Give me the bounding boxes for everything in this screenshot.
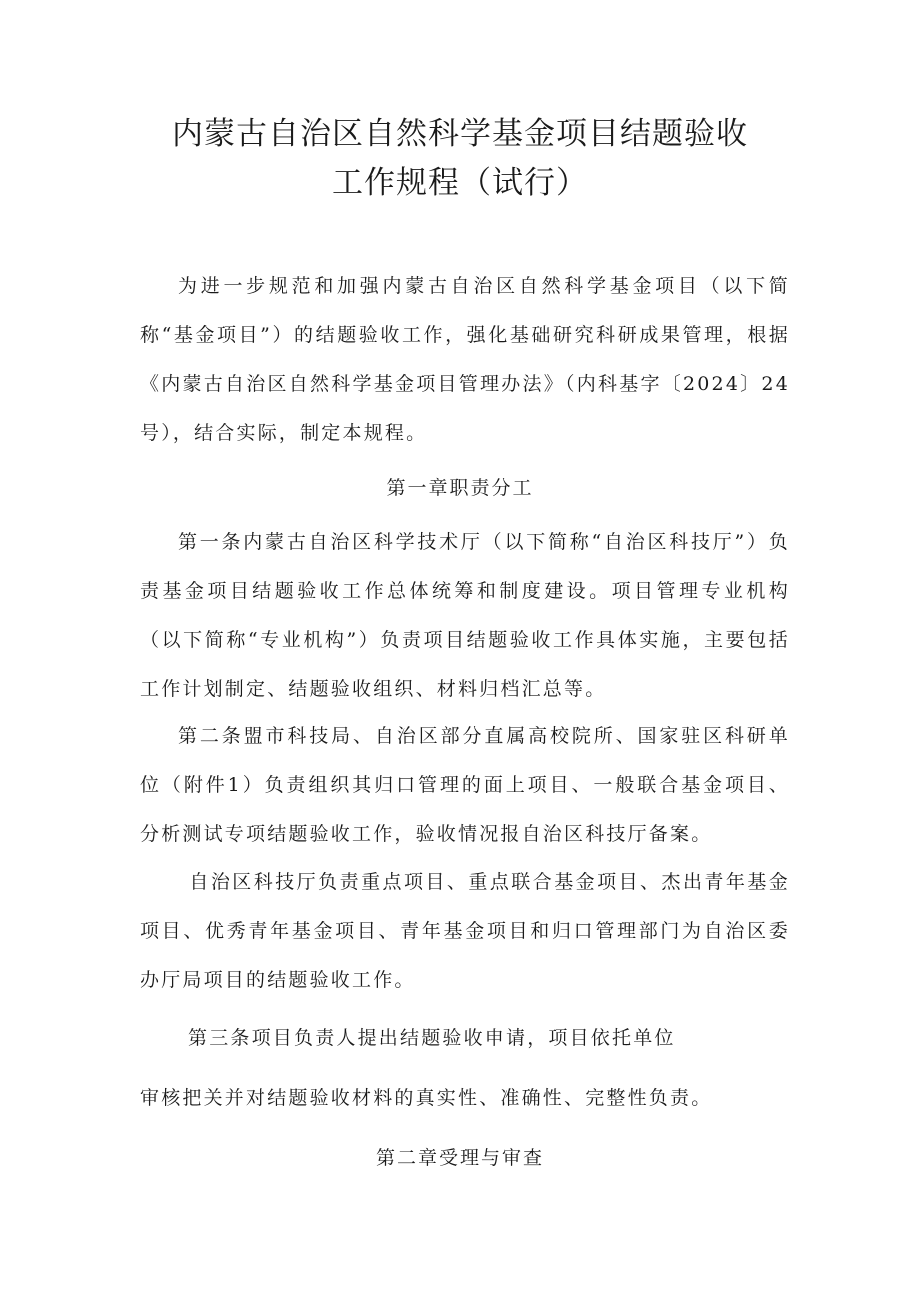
document-title-line-2: 工作规程（试行） bbox=[332, 165, 588, 201]
article-2-continued-text: 自治区科技厅负责重点项目、重点联合基金项目、杰出青年基金项目、优秀青年基金项目、青年基金项目和归口管理部门为自治区委办厅局项目的结题验收工作。 bbox=[140, 871, 790, 991]
article-3-line-2: 审核把关并对结题验收材料的真实性、准确性、完整性负责。 bbox=[140, 1087, 713, 1109]
chapter-1-heading: 第一章职责分工 bbox=[386, 477, 534, 499]
article-3-line-1: 第三条项目负责人提出结题验收申请，项目依托单位 bbox=[188, 1027, 676, 1049]
article-1-paragraph bbox=[140, 518, 790, 714]
chapter-2-heading: 第二章受理与审查 bbox=[375, 1147, 544, 1169]
document-title-line-1: 内蒙古自治区自然科学基金项目结题验收 bbox=[172, 116, 748, 152]
intro-text: 为进一步规范和加强内蒙古自治区自然科学基金项目（以下简称“基金项目”）的结题验收工作，强化基础研究科研成果管理，根据《内蒙古自治区自然科学基金项目管理办法》（内科基字〔2024〕24号），结合实际，制定本规程。 bbox=[140, 275, 790, 444]
article-2-paragraph bbox=[140, 712, 790, 859]
article-2-continued-paragraph bbox=[140, 858, 790, 1005]
article-1-text: 第一条内蒙古自治区科学技术厅（以下简称“自治区科技厅”）负责基金项目结题验收工作总体统筹和制度建设。项目管理专业机构（以下简称“专业机构”）负责项目结题验收工作具体实施，主要包括工作计划制定、结题验收组织、材料归档汇总等。 bbox=[140, 531, 790, 700]
intro-paragraph bbox=[140, 262, 790, 458]
article-2-text: 第二条盟市科技局、自治区部分直属高校院所、国家驻区科研单位（附件1）负责组织其归口管理的面上项目、一般联合基金项目、分析测试专项结题验收工作，验收情况报自治区科技厅备案。 bbox=[140, 725, 790, 845]
